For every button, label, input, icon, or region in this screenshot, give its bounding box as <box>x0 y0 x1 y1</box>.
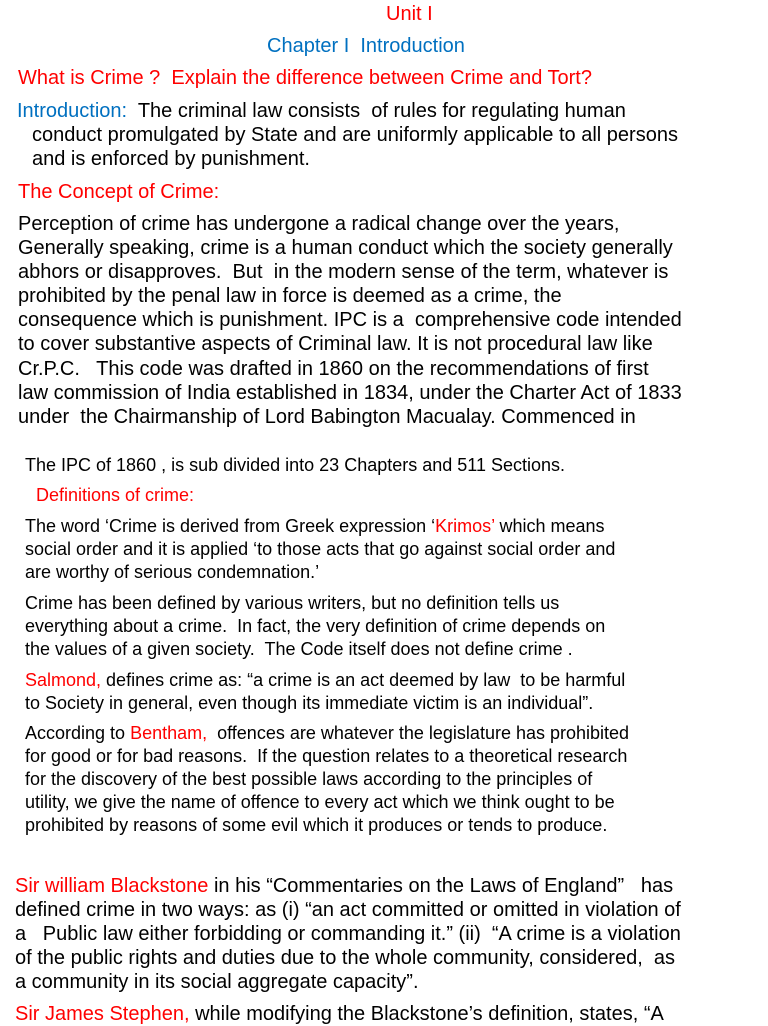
introduction-line-3: and is enforced by punishment. <box>32 148 310 170</box>
concept-line: Cr.P.C. This code was drafted in 1860 on the recommendations of first <box>18 358 649 380</box>
stephen-name: Sir James Stephen, <box>15 1003 190 1025</box>
stephen-text: while modifying the Blackstone’s definition, states, “A <box>189 1003 664 1025</box>
word-origin-line-1 <box>25 515 605 538</box>
ipc-summary: The IPC of 1860 , is sub divided into 23 Chapters and 511 Sections. <box>25 455 565 475</box>
concept-line: prohibited by the penal law in force is deemed as a crime, the <box>18 285 562 307</box>
introduction-label: Introduction: <box>17 100 128 122</box>
various-writers-line: everything about a crime. In fact, the very definition of crime depends on <box>25 616 606 636</box>
concept-line: to cover substantive aspects of Criminal law. It is not procedural law like <box>18 333 653 355</box>
word-origin-pre: The word ‘Crime is derived from Greek expression ‘ <box>25 516 436 536</box>
blackstone-line: of the public rights and duties due to the whole community, considered, as <box>15 947 676 969</box>
various-writers-line: the values of a given society. The Code itself does not define crime . <box>25 639 573 659</box>
salmond-name: Salmond, <box>25 670 102 690</box>
blackstone-name: Sir william Blackstone <box>15 875 209 897</box>
concept-line: consequence which is punishment. IPC is a comprehensive code intended <box>18 309 682 331</box>
concept-line: abhors or disapproves. But in the modern sense of the term, whatever is <box>18 261 669 283</box>
salmond-line-2: to Society in general, even though its immediate victim is an individual”. <box>25 693 594 713</box>
blackstone-line: defined crime in two ways: as (i) “an act committed or omitted in violation of <box>15 899 681 921</box>
bentham-name: Bentham, <box>130 723 208 743</box>
salmond-text: defines crime as: “a crime is an act deemed by law to be harmful <box>101 670 626 690</box>
introduction-line-1 <box>17 99 626 123</box>
bentham-line: for good or for bad reasons. If the question relates to a theoretical research <box>25 746 628 766</box>
unit-title: Unit I <box>386 3 433 25</box>
chapter-title: Chapter I Introduction <box>267 35 465 57</box>
bentham-pre: According to <box>25 723 131 743</box>
question-heading: What is Crime ? Explain the difference between Crime and Tort? <box>18 67 592 89</box>
blackstone-line-1 <box>15 874 673 898</box>
stephen-line-1 <box>15 1002 664 1026</box>
blackstone-text: in his “Commentaries on the Laws of England” has <box>208 875 674 897</box>
word-origin-line-3: are worthy of serious condemnation.’ <box>25 562 320 582</box>
concept-line: Generally speaking, crime is a human conduct which the society generally <box>18 237 673 259</box>
concept-line: Perception of crime has undergone a radical change over the years, <box>18 213 620 235</box>
concept-heading: The Concept of Crime: <box>18 181 220 203</box>
introduction-text: The criminal law consists of rules for regulating human <box>127 100 626 122</box>
bentham-line: prohibited by reasons of some evil which it produces or tends to produce. <box>25 815 608 835</box>
bentham-line: utility, we give the name of offence to every act which we think ought to be <box>25 792 615 812</box>
word-origin-post: which means <box>494 516 605 536</box>
concept-line: law commission of India established in 1834, under the Charter Act of 1833 <box>18 382 682 404</box>
various-writers-line: Crime has been defined by various writers, but no definition tells us <box>25 593 560 613</box>
blackstone-line: a Public law either forbidding or commanding it.” (ii) “A crime is a violation <box>15 923 681 945</box>
salmond-line-1 <box>25 669 625 692</box>
bentham-text: offences are whatever the legislature has prohibited <box>207 723 630 743</box>
bentham-line-1 <box>25 722 629 745</box>
krimos-term: Krimos’ <box>435 516 495 536</box>
introduction-line-2: conduct promulgated by State and are uniformly applicable to all persons <box>32 124 678 146</box>
word-origin-line-2: social order and it is applied ‘to those acts that go against social order and <box>25 539 616 559</box>
definitions-heading: Definitions of crime: <box>36 485 195 505</box>
bentham-line: for the discovery of the best possible laws according to the principles of <box>25 769 593 789</box>
concept-line: under the Chairmanship of Lord Babington Macualay. Commenced in <box>18 406 636 428</box>
blackstone-line: a community in its social aggregate capacity”. <box>15 971 419 993</box>
